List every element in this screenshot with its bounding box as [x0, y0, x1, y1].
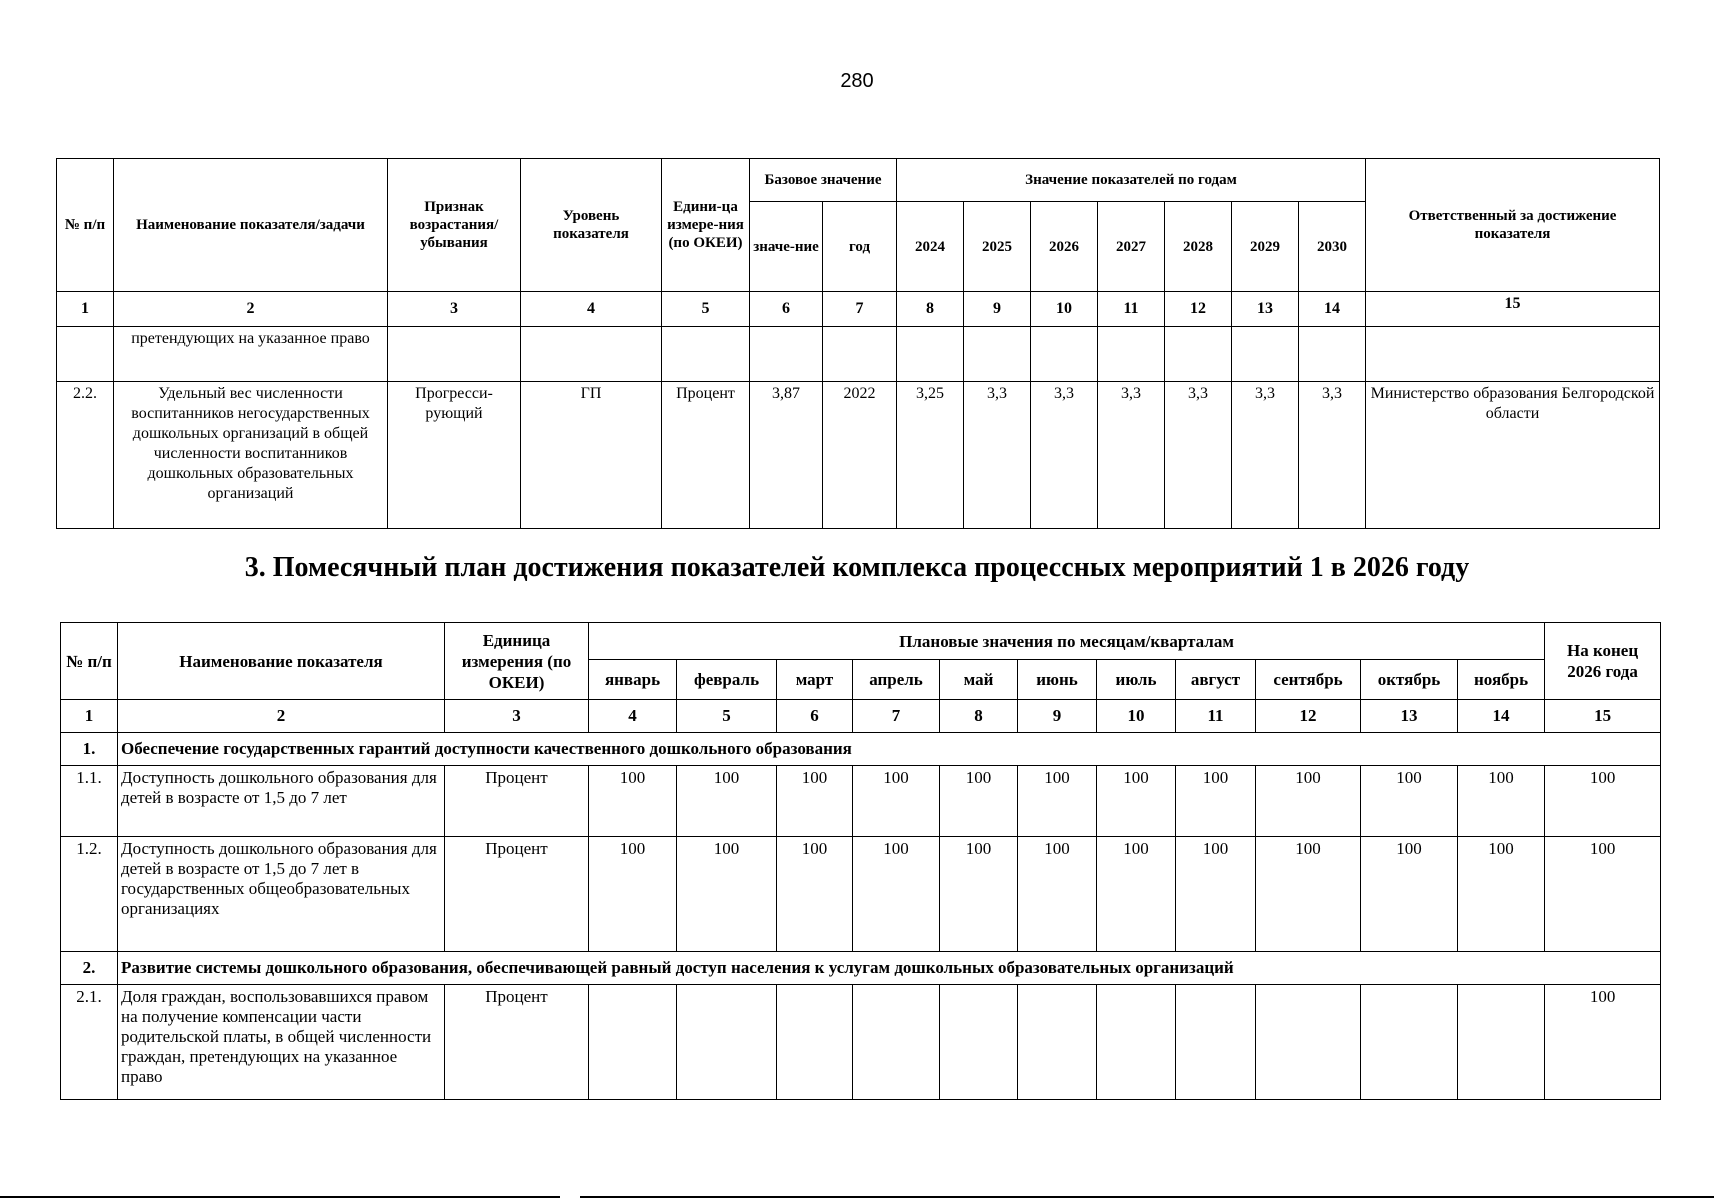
row-value: 3,3	[1232, 382, 1299, 529]
header-year: 2030	[1299, 202, 1366, 292]
header-row	[57, 159, 1660, 202]
row-num: 1.2.	[61, 837, 118, 952]
col-number: 8	[897, 292, 964, 327]
row-value: 100	[940, 766, 1018, 837]
footer-rule	[0, 1196, 560, 1198]
header-year: 2028	[1165, 202, 1232, 292]
header-year: 2029	[1232, 202, 1299, 292]
col-number: 7	[823, 292, 897, 327]
row-unit: Процент	[445, 837, 589, 952]
column-numbers-row	[61, 700, 1661, 733]
header-name: Наименование показателя	[118, 623, 445, 700]
section-num: 2.	[61, 952, 118, 985]
header-end: На конец 2026 года	[1545, 623, 1661, 700]
header-month: июнь	[1018, 660, 1097, 700]
table-row	[61, 985, 1661, 1100]
row-name-continued: претендующих на указанное право	[114, 327, 388, 382]
indicators-table	[56, 158, 1660, 529]
row-end: 100	[1545, 766, 1661, 837]
header-plan-group: Плановые значения по месяцам/кварталам	[589, 623, 1545, 660]
col-number: 4	[521, 292, 662, 327]
col-number: 1	[61, 700, 118, 733]
col-number: 5	[677, 700, 777, 733]
row-value: 100	[1018, 766, 1097, 837]
col-number: 12	[1165, 292, 1232, 327]
header-level: Уровень показателя	[521, 159, 662, 292]
col-number: 3	[445, 700, 589, 733]
table-row	[57, 327, 1660, 382]
header-sign: Признак возрастания/ убывания	[388, 159, 521, 292]
row-value: 100	[1256, 837, 1361, 952]
col-number: 9	[964, 292, 1031, 327]
col-number: 10	[1097, 700, 1176, 733]
row-base-year: 2022	[823, 382, 897, 529]
col-number: 15	[1545, 700, 1661, 733]
header-month: сентябрь	[1256, 660, 1361, 700]
row-base-value: 3,87	[750, 382, 823, 529]
row-value: 100	[1361, 766, 1458, 837]
row-num: 2.1.	[61, 985, 118, 1100]
row-value: 100	[1256, 766, 1361, 837]
col-number: 14	[1458, 700, 1545, 733]
row-value: 3,3	[1299, 382, 1366, 529]
section-row	[61, 733, 1661, 766]
monthly-plan-table	[60, 622, 1661, 1100]
header-name: Наименование показателя/задачи	[114, 159, 388, 292]
col-number: 2	[114, 292, 388, 327]
col-number: 12	[1256, 700, 1361, 733]
row-value: 100	[1361, 837, 1458, 952]
header-year: 2026	[1031, 202, 1098, 292]
header-month: ноябрь	[1458, 660, 1545, 700]
row-unit: Процент	[445, 766, 589, 837]
header-month: июль	[1097, 660, 1176, 700]
row-num: 2.2.	[57, 382, 114, 529]
col-number: 6	[750, 292, 823, 327]
row-value: 100	[1176, 766, 1256, 837]
row-value: 100	[1097, 837, 1176, 952]
row-value: 100	[1176, 837, 1256, 952]
col-number: 11	[1176, 700, 1256, 733]
row-unit: Процент	[662, 382, 750, 529]
table-row	[57, 382, 1660, 529]
header-base-value: значе-ние	[750, 202, 823, 292]
header-month: февраль	[677, 660, 777, 700]
header-month: апрель	[853, 660, 940, 700]
header-unit: Единица измерения (по ОКЕИ)	[445, 623, 589, 700]
row-name: Доля граждан, воспользовавшихся правом на получение компенсации части родительской платы, в общей численности граждан, претендующих на указанное право	[118, 985, 445, 1100]
column-numbers-row	[57, 292, 1660, 327]
section-title: Развитие системы дошкольного образования, обеспечивающей равный доступ населения к услугам дошкольных образовательных организаций	[118, 952, 1661, 985]
col-number: 6	[777, 700, 853, 733]
header-base: Базовое значение	[750, 159, 897, 202]
row-value: 100	[589, 766, 677, 837]
row-unit: Процент	[445, 985, 589, 1100]
row-name: Доступность дошкольного образования для детей в возрасте от 1,5 до 7 лет	[118, 766, 445, 837]
header-month: август	[1176, 660, 1256, 700]
row-value: 100	[589, 837, 677, 952]
header-year: 2024	[897, 202, 964, 292]
section-row	[61, 952, 1661, 985]
section-heading: 3. Помесячный план достижения показателей комплекса процессных мероприятий 1 в 2026 году	[244, 552, 1470, 583]
header-unit: Едини-ца измере-ния (по ОКЕИ)	[662, 159, 750, 292]
header-row	[61, 623, 1661, 660]
col-number: 13	[1232, 292, 1299, 327]
row-num: 1.1.	[61, 766, 118, 837]
header-num: № п/п	[61, 623, 118, 700]
header-month: май	[940, 660, 1018, 700]
header-year: 2027	[1098, 202, 1165, 292]
col-number: 4	[589, 700, 677, 733]
header-month: март	[777, 660, 853, 700]
row-value: 100	[777, 837, 853, 952]
col-number: 13	[1361, 700, 1458, 733]
table-row	[61, 766, 1661, 837]
row-value: 3,3	[964, 382, 1031, 529]
row-value: 100	[677, 766, 777, 837]
page-number: 280	[840, 70, 874, 92]
header-month: январь	[589, 660, 677, 700]
header-years-group: Значение показателей по годам	[897, 159, 1366, 202]
footer-rule	[580, 1196, 1714, 1198]
row-value: 100	[777, 766, 853, 837]
row-responsible: Министерство образования Белгородской области	[1366, 382, 1660, 529]
row-value: 100	[677, 837, 777, 952]
row-name: Доступность дошкольного образования для детей в возрасте от 1,5 до 7 лет в государственных общеобразовательных организациях	[118, 837, 445, 952]
header-month: октябрь	[1361, 660, 1458, 700]
col-number: 2	[118, 700, 445, 733]
row-name: Удельный вес численности воспитанников негосударственных дошкольных организаций в общей численности воспитанников дошкольных образовательных организаций	[114, 382, 388, 529]
section-title: Обеспечение государственных гарантий доступности качественного дошкольного образования	[118, 733, 1661, 766]
row-value: 100	[1458, 837, 1545, 952]
col-number: 11	[1098, 292, 1165, 327]
row-value: 3,3	[1031, 382, 1098, 529]
col-number: 10	[1031, 292, 1098, 327]
row-value: 100	[1097, 766, 1176, 837]
header-year: 2025	[964, 202, 1031, 292]
col-number: 8	[940, 700, 1018, 733]
col-number: 7	[853, 700, 940, 733]
row-value: 100	[1458, 766, 1545, 837]
col-number: 1	[57, 292, 114, 327]
row-value: 100	[1018, 837, 1097, 952]
col-number: 15	[1366, 292, 1660, 327]
col-number: 3	[388, 292, 521, 327]
row-value: 3,3	[1098, 382, 1165, 529]
row-value: 3,3	[1165, 382, 1232, 529]
header-base-year: год	[823, 202, 897, 292]
table-row	[61, 837, 1661, 952]
row-value: 100	[853, 837, 940, 952]
row-value: 100	[940, 837, 1018, 952]
header-num: № п/п	[57, 159, 114, 292]
section-num: 1.	[61, 733, 118, 766]
row-end: 100	[1545, 985, 1661, 1100]
header-responsible: Ответственный за достижение показателя	[1366, 159, 1660, 292]
col-number: 5	[662, 292, 750, 327]
row-value: 3,25	[897, 382, 964, 529]
col-number: 14	[1299, 292, 1366, 327]
row-level: ГП	[521, 382, 662, 529]
row-end: 100	[1545, 837, 1661, 952]
row-sign: Прогресси-рующий	[388, 382, 521, 529]
row-value: 100	[853, 766, 940, 837]
col-number: 9	[1018, 700, 1097, 733]
